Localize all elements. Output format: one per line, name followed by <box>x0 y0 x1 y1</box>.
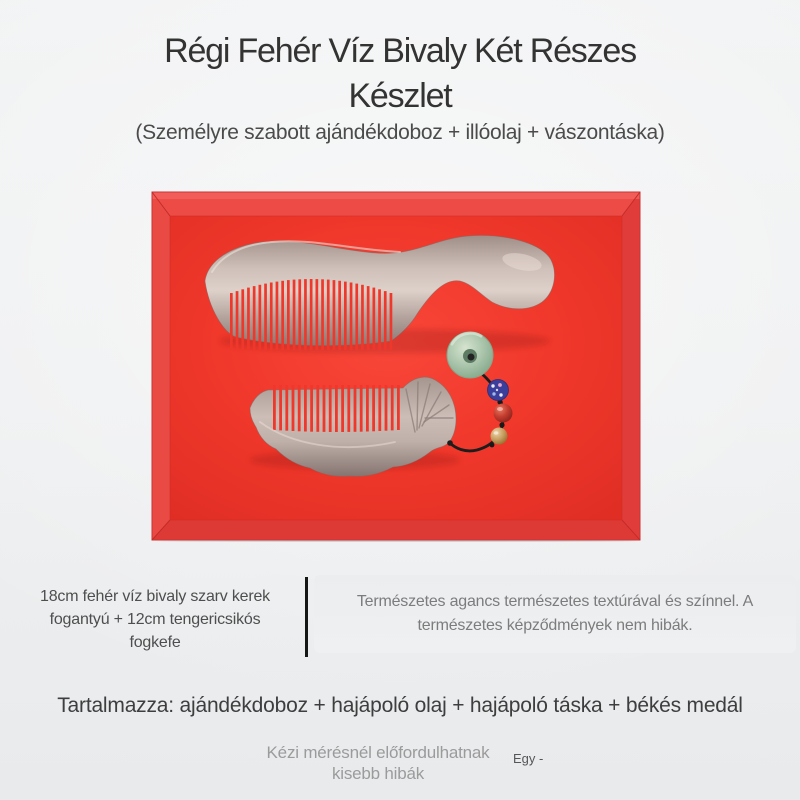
page-title-line1: Régi Fehér Víz Bivaly Két Részes <box>164 32 636 70</box>
disclaimer-line2: kisebb hibák <box>331 764 425 783</box>
wooden-bead <box>491 428 508 445</box>
includes-line: Tartalmazza: ajándékdoboz + hajápoló olaj + hajápoló táska + békés medál <box>57 694 743 717</box>
comb-teeth <box>273 385 400 432</box>
spec-note-left <box>5 585 305 654</box>
spec-note-left-line2: fogantyú + 12cm tengericsikós <box>49 611 261 628</box>
material-note-line1: Természetes agancs természetes textúrával és színnel. A <box>356 593 754 610</box>
gift-box <box>152 192 640 542</box>
spec-note-left-line3: fogkefe <box>129 634 181 651</box>
page-title <box>0 29 800 119</box>
page-subtitle: (Személyre szabott ajándékdoboz + illóolaj + vászontáska) <box>135 121 665 144</box>
comb-teeth <box>230 279 392 350</box>
material-note-panel <box>314 575 796 653</box>
blue-cloisonne-bead <box>488 380 509 401</box>
page-title-line2: Készlet <box>348 77 452 115</box>
product-photo <box>150 186 642 542</box>
material-note-line2: természetes képződmények nem hibák. <box>417 617 693 634</box>
spec-note-left-line1: 18cm fehér víz bivaly szarv kerek <box>40 588 270 605</box>
unit-note: Egy - <box>513 751 544 766</box>
disclaimer-line1: Kézi mérésnél előfordulhatnak <box>266 743 490 762</box>
red-agate-bead <box>494 404 513 423</box>
divider-line <box>305 577 308 657</box>
